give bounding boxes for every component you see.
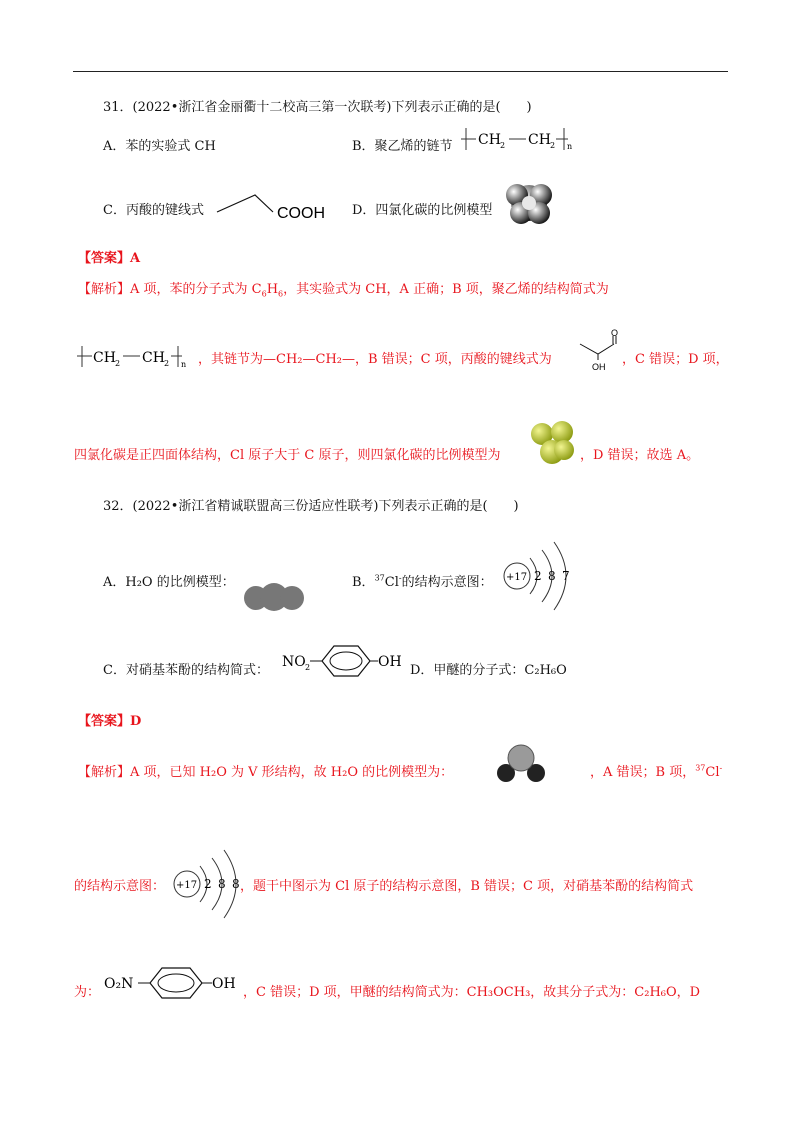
chain-ch2-2: CH: [528, 132, 551, 148]
shell-3-count: 7: [562, 569, 570, 583]
propionic-acid-bond-line-figure: [576, 330, 626, 376]
shell-2-count: 8: [548, 569, 556, 583]
no2-label: NO: [282, 654, 306, 670]
polyethylene-repeat-unit-figure: [458, 124, 578, 158]
ccl4-model-gray-figure: [505, 181, 553, 225]
exp-chain-ch2-2: CH: [142, 350, 165, 366]
q31-option-d: D．四氯化碳的比例模型: [352, 203, 493, 218]
q31-option-c: C．丙酸的键线式: [103, 203, 204, 218]
q31-option-b: B．聚乙烯的链节: [352, 139, 453, 154]
nucleus-label-1: +17: [506, 572, 528, 583]
q31-explanation-line3b: ，D 错误；故选 A。: [580, 448, 700, 463]
cooh-label: COOH: [277, 205, 325, 222]
exp-chain-ch2-1: CH: [93, 350, 116, 366]
q32-explanation-line3b: ，C 错误；D 项，甲醚的结构简式为：CH₃OCH₃，故其分子式为：C₂H₆O，D: [243, 985, 701, 1000]
nitrophenol-correct-figure: [104, 964, 244, 1008]
carbonyl-o-label: O: [611, 328, 619, 338]
q32-answer: 【答案】D: [78, 714, 142, 729]
chain-sub-2: 2: [550, 141, 556, 150]
chain-ch2-1: CH: [478, 132, 501, 148]
no2-sub: 2: [305, 663, 311, 672]
polyethylene-structure-figure: [76, 343, 196, 373]
hydroxyl-oh-label: OH: [592, 362, 606, 372]
q31-option-a: A．苯的实验式 CH: [103, 139, 216, 154]
chain-sub-1: 2: [500, 141, 506, 150]
q32-explanation-line2b: ，题干中图示为 Cl 原子的结构示意图，B 错误；C 项，对硝基苯酚的结构简式: [240, 879, 694, 894]
nucleus-label-2: +17: [176, 880, 198, 891]
q31-explanation-line3a: 四氯化碳是正四面体结构，Cl 原子大于 C 原子，则四氯化碳的比例模型为: [74, 448, 501, 463]
exp-chain-n: n: [181, 360, 187, 369]
propionic-acid-skeletal-figure: [215, 192, 325, 226]
exp-chain-sub-2: 2: [164, 359, 170, 368]
shell-3-count-correct: 8: [232, 877, 240, 891]
q31-explanation-line2b: ，C 错误；D 项，: [622, 352, 729, 367]
q31-explanation-line2: ，其链节为—CH₂—CH₂—，B 错误；C 项，丙酸的键线式为: [198, 352, 552, 367]
o2n-label: O₂N: [104, 976, 134, 992]
oh-label-1: OH: [378, 654, 402, 670]
q32-option-a: A．H₂O 的比例模型：: [103, 575, 235, 590]
nitrophenol-wrong-figure: [282, 642, 410, 686]
q31-stem: 31．(2022•浙江省金丽衢十二校高三第一次联考)下列表示正确的是( ): [103, 100, 532, 115]
q31-explanation-line1: 【解析】A 项，苯的分子式为 $C_6H_6$，其实验式为 CH，A 正确；B 项，聚乙烯的结构简式为: [78, 282, 609, 299]
chain-n: n: [567, 142, 573, 151]
q32-option-b: B．$^{37}$Cl-的结构示意图：: [352, 573, 493, 590]
header-rule: [73, 71, 728, 72]
ccl4-model-yellow-figure: [530, 420, 576, 466]
q32-explanation-line3a: 为：: [74, 985, 101, 1000]
q31-answer: 【答案】A: [78, 251, 141, 266]
oh-label-2: OH: [212, 976, 236, 992]
q32-explanation-line1: 【解析】A 项，已知 H₂O 为 V 形结构，故 H₂O 的比例模型为：: [78, 765, 454, 780]
h2o-model-correct-figure: [492, 743, 552, 785]
cl-ion-shell-diagram-wrong: [500, 538, 584, 618]
shell-1-count: 2: [534, 569, 542, 583]
q32-option-c: C．对硝基苯酚的结构简式：: [103, 663, 269, 678]
shell-2-count-correct: 8: [218, 877, 226, 891]
q32-explanation-line2a: 的结构示意图：: [74, 879, 166, 894]
q32-option-d: D．甲醚的分子式：C₂H₆O: [410, 663, 567, 678]
shell-1-count-correct: 2: [204, 877, 212, 891]
h2o-model-wrong-figure: [242, 583, 306, 613]
exp-chain-sub-1: 2: [115, 359, 121, 368]
q32-stem: 32．(2022•浙江省精诚联盟高三份适应性联考)下列表示正确的是( ): [103, 499, 519, 514]
q32-explanation-line1b: ，A 错误；B 项，$^{37}$Cl-: [590, 763, 723, 780]
